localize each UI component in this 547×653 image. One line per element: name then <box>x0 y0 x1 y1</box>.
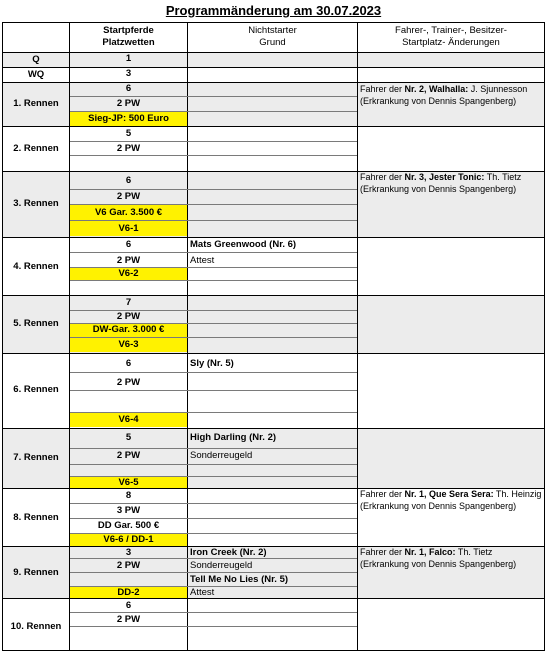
race-label-3: 3. Rennen <box>13 198 59 209</box>
race9-nonstarter-1: Iron Creek (Nr. 2) <box>190 547 267 558</box>
race-label-2: 2. Rennen <box>13 143 59 154</box>
subline <box>70 390 357 391</box>
race6-start: 6 <box>125 358 132 369</box>
race-label-4: 4. Rennen <box>13 261 59 272</box>
line-race6-bottom <box>3 428 544 429</box>
race9-reason-2: Attest <box>190 587 215 598</box>
race5-pw: 2 PW <box>116 311 141 322</box>
row-label-wq: WQ <box>27 69 45 80</box>
race9-nonstarter-2: Tell Me No Lies (Nr. 5) <box>190 574 289 585</box>
race9-note: Fahrer der Nr. 1, Falco: Th. Tietz (Erkrankung von Dennis Spangenberg) <box>360 547 517 569</box>
line-race3-bottom <box>3 237 544 238</box>
race1-extra: Sieg-JP: 500 Euro <box>88 113 169 124</box>
subline <box>70 96 357 97</box>
subline <box>70 141 357 142</box>
page-title: Programmänderung am 30.07.2023 <box>165 3 382 18</box>
race2-start: 5 <box>125 128 132 139</box>
subline <box>70 111 357 112</box>
race4-nonstarter: Mats Greenwood (Nr. 6) <box>190 239 297 250</box>
header-startpferde: Startpferde Platzwetten <box>102 25 155 48</box>
race-label-1: 1. Rennen <box>13 98 59 109</box>
race7-reason: Sonderreugeld <box>190 450 253 461</box>
subline <box>70 252 357 253</box>
race8-pw: 3 PW <box>116 505 141 516</box>
race8-v6: V6-6 / DD-1 <box>103 534 154 545</box>
race10-start: 6 <box>125 600 132 611</box>
race3-start: 6 <box>125 175 132 186</box>
line-race5-bottom <box>3 353 544 354</box>
q-value: 1 <box>125 53 132 64</box>
race3-v6: V6-1 <box>118 223 139 234</box>
race1-note: Fahrer der Nr. 2, Walhalla: J. Sjunnesson (Erkrankung von Dennis Spangenberg) <box>360 84 528 106</box>
race8-extra: DD Gar. 500 € <box>97 520 160 531</box>
race-label-10: 10. Rennen <box>10 621 62 632</box>
race8-start: 8 <box>125 490 132 501</box>
race3-pw: 2 PW <box>116 191 141 202</box>
subline <box>70 612 357 613</box>
race7-pw: 2 PW <box>116 450 141 461</box>
race4-pw: 2 PW <box>116 255 141 266</box>
subline <box>70 189 357 190</box>
race7-start: 5 <box>125 432 132 443</box>
wq-value: 3 <box>125 68 132 79</box>
subline <box>70 464 357 465</box>
header-nichtstarter: Nichtstarter Grund <box>248 25 297 48</box>
race-label-9: 9. Rennen <box>13 567 59 578</box>
race5-extra: DW-Gar. 3.000 € <box>92 324 165 335</box>
subline <box>70 572 357 573</box>
race-label-6: 6. Rennen <box>13 384 59 395</box>
subline <box>70 412 357 413</box>
race8-note: Fahrer der Nr. 1, Que Sera Sera: Th. Heinzig (Erkrankung von Dennis Spangenberg) <box>360 489 542 511</box>
line-race4-bottom <box>3 295 544 296</box>
subline <box>70 204 357 205</box>
race10-pw: 2 PW <box>116 614 141 625</box>
race9-reason-1: Sonderreugeld <box>190 560 253 571</box>
race3-extra: V6 Gar. 3.500 € <box>94 207 163 218</box>
subline <box>70 503 357 504</box>
race6-pw: 2 PW <box>116 377 141 388</box>
race-label-8: 8. Rennen <box>13 512 59 523</box>
race1-start: 6 <box>125 83 132 94</box>
race4-start: 6 <box>125 239 132 250</box>
subline <box>70 372 357 373</box>
race-label-7: 7. Rennen <box>13 452 59 463</box>
program-table <box>2 22 545 651</box>
subline <box>70 155 357 156</box>
race4-reason: Attest <box>190 255 215 266</box>
subline <box>70 448 357 449</box>
line-race1-bottom <box>3 126 544 127</box>
race1-pw: 2 PW <box>116 98 141 109</box>
race6-nonstarter: Sly (Nr. 5) <box>190 358 234 369</box>
col-race <box>3 22 70 650</box>
race7-v6: V6-5 <box>118 477 139 488</box>
race3-note: Fahrer der Nr. 3, Jester Tonic: Th. Tietz (Erkrankung von Dennis Spangenberg) <box>360 172 522 194</box>
race5-v6: V6-3 <box>118 339 139 350</box>
row-label-q: Q <box>32 54 40 65</box>
race9-start: 3 <box>125 547 132 558</box>
race7-nonstarter: High Darling (Nr. 2) <box>190 432 277 443</box>
subline <box>70 220 357 221</box>
race2-pw: 2 PW <box>116 143 141 154</box>
header-aenderungen: Fahrer-, Trainer-, Besitzer- Startplatz- Änderungen <box>395 25 507 48</box>
race9-dd: DD-2 <box>117 587 140 598</box>
race4-v6: V6-2 <box>118 268 139 279</box>
race9-pw: 2 PW <box>116 560 141 571</box>
race-label-5: 5. Rennen <box>13 318 59 329</box>
race5-start: 7 <box>125 297 132 308</box>
subline <box>70 626 357 627</box>
subline <box>70 337 357 338</box>
subline <box>70 518 357 519</box>
race6-v6: V6-4 <box>118 414 139 425</box>
subline <box>70 280 357 281</box>
line-top <box>3 22 544 23</box>
